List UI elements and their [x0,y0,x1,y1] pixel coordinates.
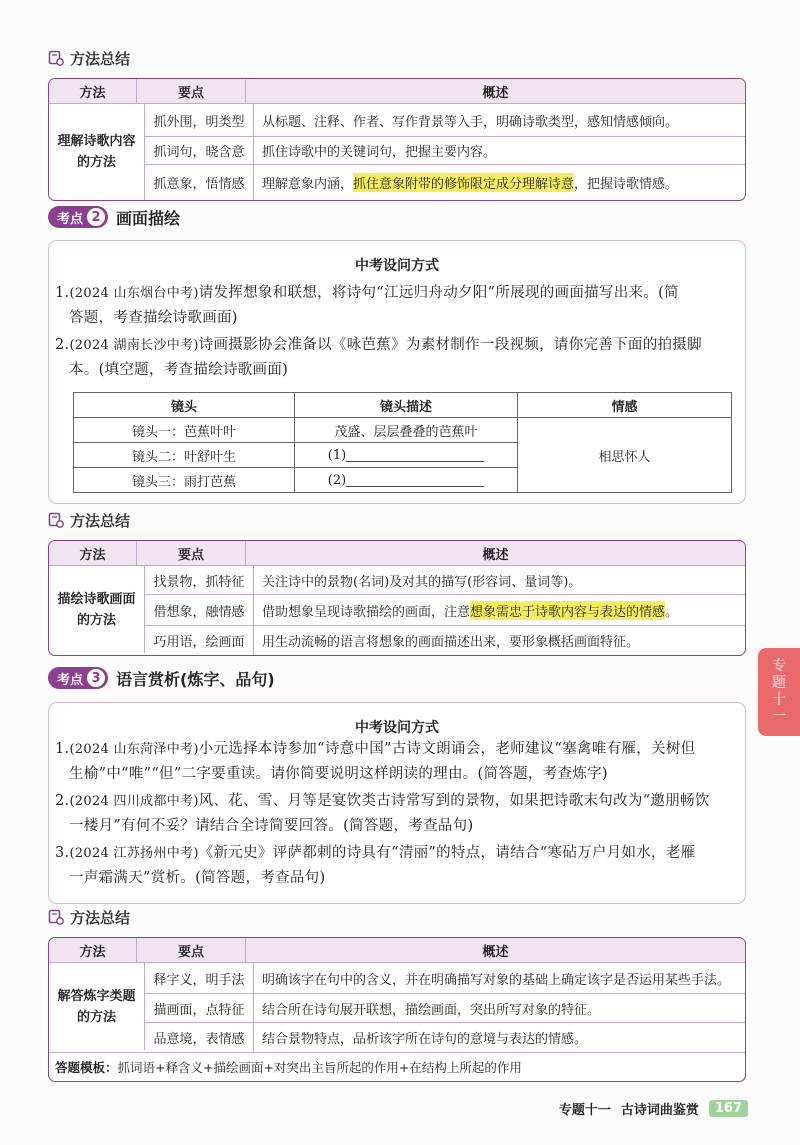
key-point: 品意境，表情感 [145,1023,254,1052]
side-tab-char: 题 [772,675,786,691]
footer-chapter: 专题十一 [558,1102,611,1118]
th-key-points: 要点 [137,938,246,962]
footer-title: 古诗词曲鉴赏 [620,1102,699,1118]
shot-name: 镜头二：叶舒叶生 [74,443,295,468]
th-method: 方法 [49,541,137,565]
key-point: 抓词句，晓含意 [145,137,254,164]
highlighted-text: 想象需忠于诗歌内容与表达的情感 [470,601,665,620]
question-box-3 [48,702,746,904]
question-text: 诗画摄影协会准备以《咏芭蕉》为素材制作一段视频，请你完善下面的拍摄脚 [198,337,702,353]
overview: 明确该字在句中的含义，并在明确描写对象的基础上确定该字是否运用某些手法。 [262,972,731,988]
side-tab-char: 十 [772,692,786,708]
question-text: 一声霜满天”赏析。(简答题，考查品句) [69,870,326,886]
table-row [145,104,745,137]
question-box-title: 中考设问方式 [355,720,439,736]
method-summary-heading [48,47,130,69]
question-text: 本。(填空题，考查描绘诗歌画面) [69,362,289,378]
th-method: 方法 [49,938,137,962]
key-point: 抓意象，悟情感 [145,165,254,200]
page-number: 167 [709,1100,748,1117]
shot-desc: 茂盛、层层叠叠的芭蕉叶 [295,418,518,443]
point-title: 语言赏析(炼字、品句) [116,669,275,689]
method-name: 理解诗歌内容的方法 [49,104,145,200]
shot-desc-blank [295,443,518,468]
question-text: 生榆”中“唯”“但”二字要重读。请你简要说明这样朗读的理由。(简答题，考查炼字) [69,766,608,782]
key-point: 巧用语，绘画面 [145,626,254,655]
question-text: 《新元史》评萨都剌的诗具有“清丽”的特点，请结合“寒砧万户月如水，老雁 [198,845,696,861]
method-table-1 [48,78,746,201]
question-1 [55,737,735,786]
question-source: (2024 四川成都中考) [69,794,199,809]
table-row [145,1023,745,1052]
overview: 抓住诗歌中的关键词句，把握主要内容。 [262,145,497,160]
th-overview: 概述 [482,85,509,101]
question-3 [55,841,735,890]
shot-script-table [73,392,732,493]
checklist-icon [48,909,64,925]
method-summary-heading [48,906,130,928]
th-emotion: 情感 [518,393,732,418]
method-name: 解答炼字类题的方法 [49,963,145,1050]
th-shot: 镜头 [74,393,295,418]
question-source: (2024 江苏扬州中考) [69,846,199,861]
th-overview: 概述 [482,944,509,960]
th-shot-desc: 镜头描述 [295,393,518,418]
overview-text: 理解意象内涵， [262,177,354,192]
method-name: 描绘诗歌画面的方法 [49,566,145,653]
question-box-2 [48,240,746,504]
page-footer [559,1097,748,1119]
method-summary-label: 方法总结 [70,908,131,927]
point-number: 2 [87,208,105,226]
overview: 结合景物特点，品析该字所在诗句的意境与表达的情感。 [262,1032,588,1047]
answer-blank[interactable] [346,449,484,462]
key-point: 找景物，抓特征 [145,566,254,594]
question-box-title: 中考设问方式 [355,258,439,274]
question-text: 小元选择本诗参加“诗意中国”古诗文朗诵会，老师建议“塞禽唯有雁，关树但 [198,741,696,757]
th-key-points: 要点 [137,79,246,103]
question-source: (2024 山东烟台中考) [69,286,199,301]
question-number: 2. [55,793,70,809]
point-3-heading [48,665,275,691]
point-tag-label: 考点 [57,211,84,227]
shot-desc-blank [295,468,518,493]
point-tag [48,206,108,228]
table-row [145,994,745,1023]
question-2 [55,789,735,838]
key-point: 释字义，明手法 [145,963,254,993]
question-number: 3. [55,845,70,861]
blank-number: (2) [327,472,347,488]
table-row [74,418,732,443]
table-row [145,566,745,595]
side-tab-char: 一 [772,709,786,725]
question-text: 答题，考查描绘诗歌画面) [69,310,238,326]
question-text: 一楼月”有何不妥？请结合全诗简要回答。(简答题，考查品句) [69,818,474,834]
question-number: 2. [55,337,70,353]
table-row [145,165,745,200]
overview: 关注诗中的景物(名词)及对其的描写(形容词、量词等)。 [262,574,582,590]
method-summary-label: 方法总结 [70,49,131,68]
chapter-side-tab[interactable] [758,648,800,736]
th-method: 方法 [49,79,137,103]
method-summary-heading [48,509,130,531]
answer-template-label: 答题模板： [55,1060,118,1075]
key-point: 借想象，融情感 [145,595,254,625]
table-row [145,963,745,994]
question-source: (2024 湖南长沙中考) [69,338,199,353]
question-source: (2024 山东菏泽中考) [69,742,199,757]
overview-text: 。 [665,604,679,620]
overview: 从标题、注释、作者、写作背景等入手，明确诗歌类型，感知情感倾向。 [262,114,679,130]
checklist-icon [48,512,64,528]
table-row [145,626,745,655]
answer-template-text: 抓词语+释含义+描绘画面+对突出主旨所起的作用+在结构上所起的作用 [117,1060,522,1075]
overview-text: 借助想象呈现诗歌描绘的画面，注意 [262,604,471,620]
overview-text: ，把握诗歌情感。 [574,177,679,192]
overview: 结合所在诗句展开联想，描绘画面，突出所写对象的特征。 [262,1002,601,1018]
point-title: 画面描绘 [116,208,181,228]
shot-name: 镜头三：雨打芭蕉 [74,468,295,493]
answer-blank[interactable] [346,474,484,487]
key-point: 描画面，点特征 [145,994,254,1022]
emotion: 相思怀人 [518,418,732,493]
key-point: 抓外围，明类型 [145,104,254,136]
table-row [145,137,745,165]
answer-template [49,1052,745,1081]
th-overview: 概述 [482,547,509,563]
question-number: 1. [55,285,70,301]
overview: 用生动流畅的语言将想象的画面描述出来，要形象概括画面特征。 [262,635,640,650]
point-tag-label: 考点 [57,672,84,688]
checklist-icon [48,50,64,66]
point-number: 3 [87,669,105,687]
method-table-2 [48,540,746,656]
method-summary-label: 方法总结 [70,511,131,530]
highlighted-text: 抓住意象附带的修饰限定成分理解诗意 [353,173,574,192]
question-text: 请发挥想象和联想，将诗句“江远归舟动夕阳”所展现的画面描写出来。(简 [198,285,679,301]
method-table-3 [48,937,746,1082]
blank-number: (1) [327,447,347,463]
shot-name: 镜头一：芭蕉叶叶 [74,418,295,443]
question-1 [55,281,735,330]
point-tag [48,667,108,689]
table-row [145,595,745,626]
question-number: 1. [55,741,70,757]
point-2-heading [48,204,180,230]
th-key-points: 要点 [137,541,246,565]
overview [254,595,745,625]
overview [254,165,745,200]
question-text: 风、花、雪、月等是宴饮类古诗常写到的景物，如果把诗歌末句改为“邀朋畅饮 [198,793,710,809]
side-tab-char: 专 [772,658,786,674]
question-2 [55,333,735,382]
